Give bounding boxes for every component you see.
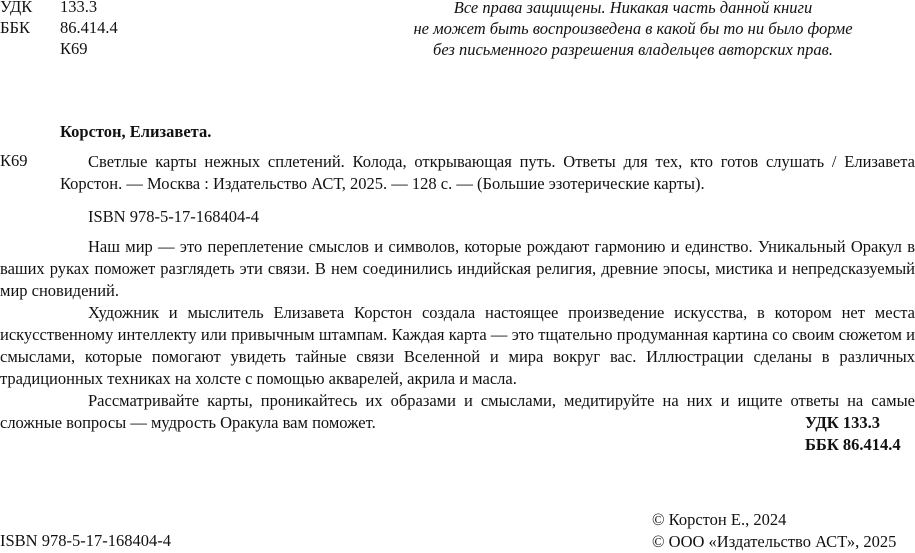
abstract-paragraph: Художник и мыслитель Елизавета Корстон создала настоящее произведение искусства, в котором нет места искусственному интеллекту или привычным штампам. Каждая карта — это тщательно продуманная картина со своим сюжетом и смыслами, которые помогают увидеть тайные связи Вселенной и мира вокруг вас. Иллюстрации сделаны в различных традиционных техниках на холсте с помощью акварелей, акрила и масла. — [0, 303, 915, 388]
rights-notice-line: без письменного разрешения владельцев авторских прав. — [433, 40, 833, 59]
classification-row-bbk — [0, 18, 200, 39]
rights-notice-line: не может быть воспроизведена в какой бы то ни было форме — [413, 19, 853, 38]
classification-block — [0, 0, 200, 60]
abstract-paragraph: Наш мир — это переплетение смыслов и символов, которые рождают гармонию и единство. Уникальный Оракул в ваших руках поможет разглядеть эти связи. В нем соединились индийская религия, древние эпосы, мистика и непредсказуемый мир сновидений. — [0, 237, 915, 300]
classification-row-author-mark — [0, 39, 200, 60]
isbn-bottom: ISBN 978-5-17-168404-4 — [0, 531, 171, 550]
copyright-line: © Корстон Е., 2024 — [652, 510, 787, 529]
author-heading: Корстон, Елизавета. — [60, 122, 212, 141]
bibliographic-description — [60, 151, 915, 195]
copyright-block — [652, 509, 896, 553]
classification-code: ББК — [0, 18, 30, 37]
classification-value: К69 — [60, 39, 88, 58]
classification-code: УДК — [0, 0, 33, 16]
abstract — [0, 236, 915, 434]
udk-summary — [805, 412, 901, 456]
classification-value: 133.3 — [60, 0, 98, 16]
rights-notice-line: Все права защищены. Никакая часть данной книги — [453, 0, 813, 17]
rights-notice — [353, 0, 913, 60]
abstract-paragraph: Рассматривайте карты, проникайтесь их образами и смыслами, медитируйте на них и ищите ответы на самые сложные вопросы — мудрость Оракула вам поможет. — [0, 391, 915, 432]
isbn-line: ISBN 978-5-17-168404-4 — [88, 207, 259, 226]
classification-row-udk — [0, 0, 200, 18]
classification-value: 86.414.4 — [60, 18, 118, 37]
copyright-line: © ООО «Издательство АСТ», 2025 — [652, 532, 897, 551]
bibliographic-description-text: Светлые карты нежных сплетений. Колода, открывающая путь. Ответы для тех, кто готов слушать / Елизавета Корстон. — Москва : Издательство АСТ, 2025. — 128 с. — (Большие эзотерические карты). — [60, 152, 915, 193]
udk-summary-line: ББК 86.414.4 — [805, 435, 901, 454]
author-code: К69 — [0, 151, 28, 170]
udk-summary-line: УДК 133.3 — [805, 413, 881, 432]
